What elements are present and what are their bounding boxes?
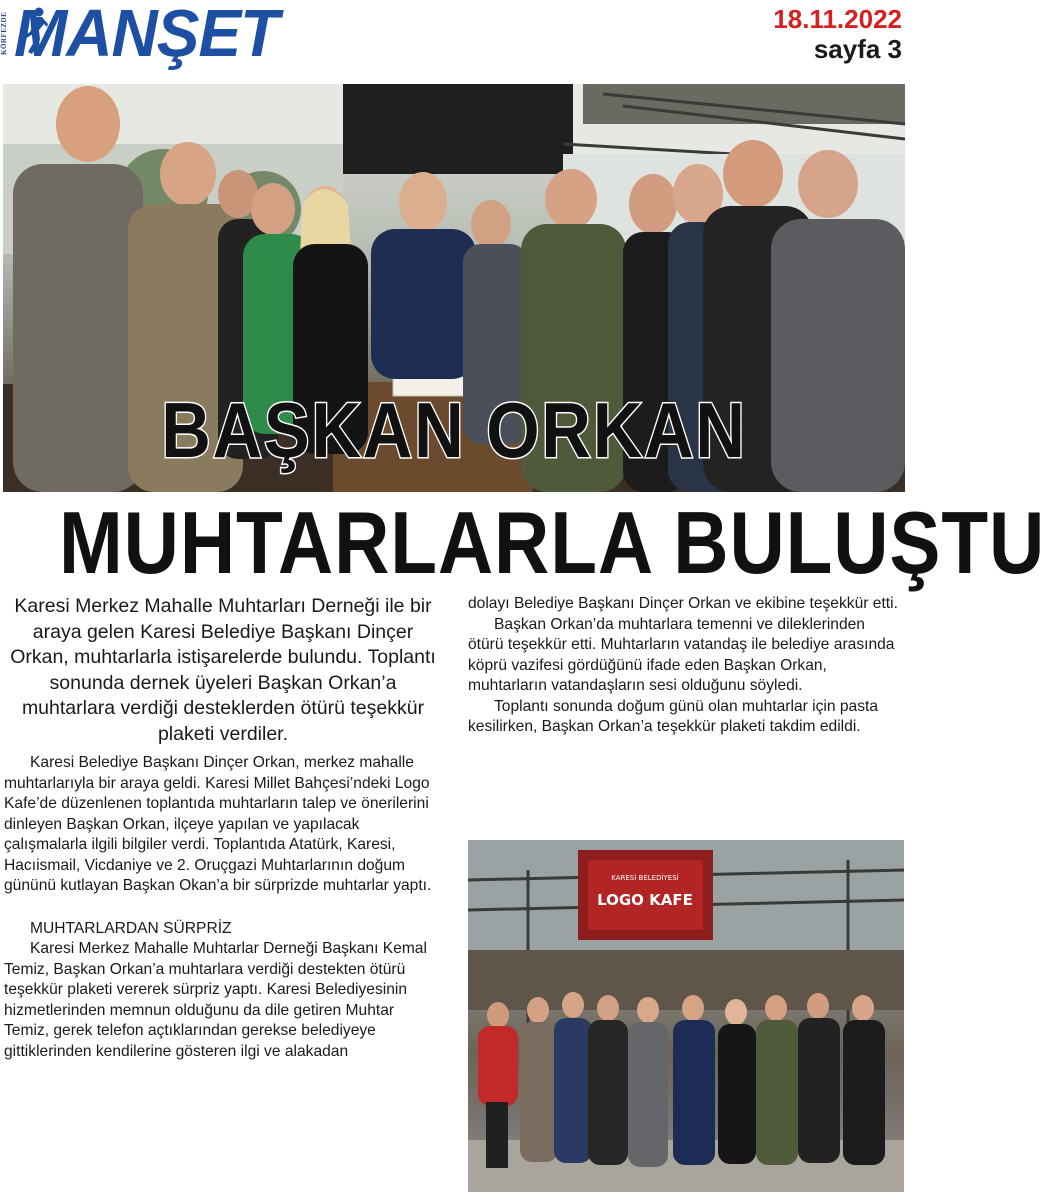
page-number: sayfa 3 xyxy=(813,34,902,64)
sign-top-text: KARESİ BELEDİYESİ xyxy=(611,874,679,882)
article-paragraph: Karesi Belediye Başkanı Dinçer Orkan, merkez mahalle muhtarlarıyla bir araya geldi. Karesi Millet Bahçesi’ndeki Logo Kafe’de düzenlenen toplantıda muhtarların talep ve önerilerini dinleyen Başkan Orkan, ilçeye yapılan ve yapılacak çalışmalarla ilgili bilgiler verdi. Toplantıda Atatürk, Karesi, Hacıismail, Vicdaniye ve 2. Oruçgazi Muhtarlarının doğum gününü kutlayan Başkan Okan’a bir sürprizde muhtarlar yaptı. xyxy=(4,754,432,894)
group-photo xyxy=(468,840,904,1192)
issue-date: 18.11.2022 xyxy=(773,4,902,34)
masthead xyxy=(0,0,300,71)
hero-photo xyxy=(3,84,905,492)
article-paragraph: Toplantı sonunda doğum günü olan muhtarlar için pasta kesilirken, Başkan Orkan’a teşekkür plaketi takdim edildi. xyxy=(468,697,879,735)
overlay-title: BAŞKAN ORKAN xyxy=(161,386,747,474)
article-left-column xyxy=(4,594,442,1062)
headline: MUHTARLARLA BULUŞTU xyxy=(59,493,1045,592)
article-right-column xyxy=(468,594,904,738)
article-paragraph: dolayı Belediye Başkanı Dinçer Orkan ve ekibine teşekkür etti. xyxy=(468,595,898,612)
brand-side-text: KÖRFEZDE xyxy=(0,11,8,55)
issue-info xyxy=(773,4,902,64)
article-lead: Karesi Merkez Mahalle Muhtarları Derneği ile bir araya gelen Karesi Belediye Başkanı Dinçer Orkan, muhtarlarla istişarelerde bulundu. Toplantı sonunda dernek üyeleri Başkan Orkan’a muhtarlara verdiği desteklerden ötürü teşekkür plaketi verdiler. xyxy=(10,595,436,745)
sign-text: LOGO KAFE xyxy=(597,891,693,909)
article-paragraph: Başkan Orkan’da muhtarlara temenni ve dileklerinden ötürü teşekkür etti. Muhtarların vatandaş ile belediye arasında köprü vazifesi gördüğünü ifade eden Başkan Orkan, muhtarların vatandaşların sesi olduğunu söyledi. xyxy=(468,615,895,694)
group-photo-illustration xyxy=(468,840,904,1192)
article-paragraph: Karesi Merkez Mahalle Muhtarlar Derneği Başkanı Kemal Temiz, Başkan Orkan’a muhtarlara verdiği destekten ötürü teşekkür plaketi vererek sürpriz yaptı. Karesi Belediyesinin hizmetlerinden memnun olduğunu da dile getiren Muhtar Temiz, gerek telefon açtıklarından gerekse belediyeye gittiklerinden kendilerine gösteren ilgi ve alakadan xyxy=(4,940,427,1060)
article-subhead: MUHTARLARDAN SÜRPRİZ xyxy=(30,919,232,937)
newspaper-logo: MANŞET xyxy=(14,0,279,71)
